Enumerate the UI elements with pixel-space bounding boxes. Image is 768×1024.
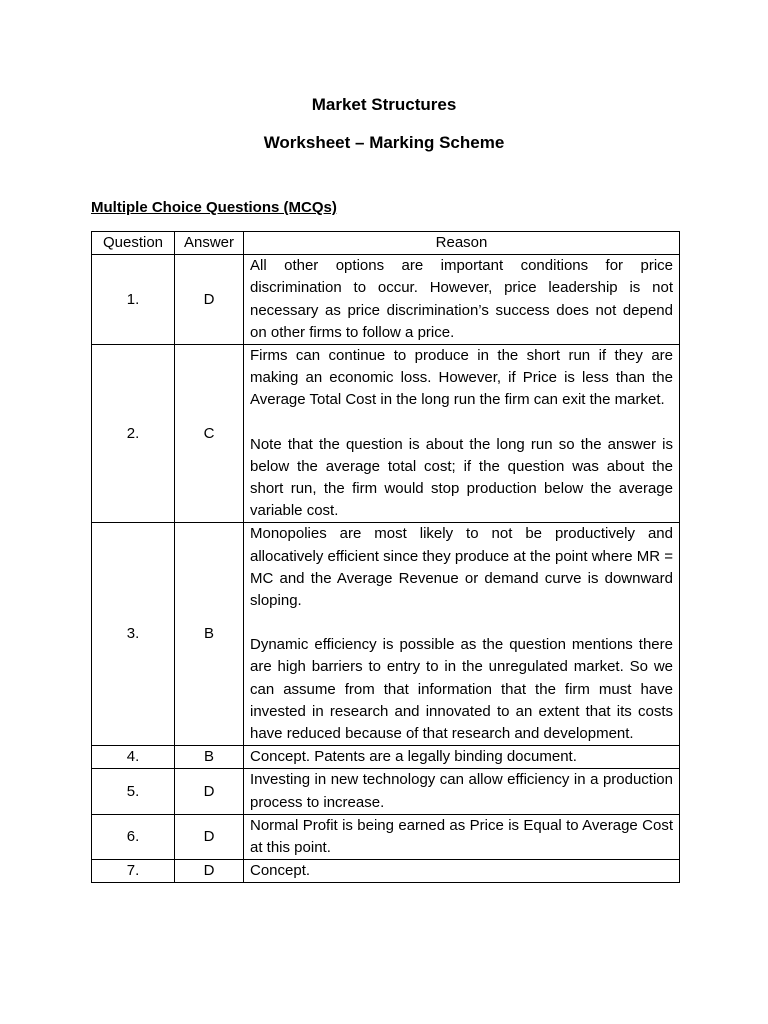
reason-paragraph: All other options are important conditions for price discrimination to occur. However, price leadership is not necessary as price discrimination’s success does not depend on other firms to follow a price. xyxy=(250,257,673,341)
table-row xyxy=(92,860,680,883)
header-question: Question xyxy=(92,232,175,255)
document-title: Market Structures xyxy=(311,95,457,114)
reason-paragraph: Dynamic efficiency is possible as the question mentions there are high barriers to entry to in the unregulated market. So we can assume from that information that the firm must have invested in research and innovated to an extent that its costs have reduced because of that research and development. xyxy=(250,636,673,743)
table-row xyxy=(92,345,680,523)
reason-paragraph: Concept. Patents are a legally binding document. xyxy=(250,748,577,766)
reason-paragraph: Note that the question is about the long run so the answer is below the average total cost; if the question was about the short run, the firm would stop production below the average variable cost. xyxy=(250,435,673,520)
section-heading: Multiple Choice Questions (MCQs) xyxy=(91,199,337,216)
question-number: 3. xyxy=(92,523,175,746)
header-reason: Reason xyxy=(244,232,680,255)
table-row xyxy=(92,769,680,814)
question-number: 5. xyxy=(92,769,175,814)
question-number: 2. xyxy=(92,345,175,523)
question-number: 4. xyxy=(92,746,175,769)
reason-cell xyxy=(244,523,680,746)
reason-paragraph: Firms can continue to produce in the short run if they are making an economic loss. However, if Price is less than the Average Total Cost in the long run the firm can exit the market. xyxy=(250,347,673,409)
reason-paragraph: Concept. xyxy=(250,862,311,880)
answer-letter: D xyxy=(175,255,244,345)
table-row xyxy=(92,523,680,746)
answer-letter: B xyxy=(175,746,244,769)
reason-cell xyxy=(244,345,680,523)
reason-cell xyxy=(244,746,680,769)
answer-letter: D xyxy=(175,769,244,814)
reason-cell xyxy=(244,814,680,859)
question-number: 7. xyxy=(92,860,175,883)
answer-letter: D xyxy=(175,814,244,859)
table-row xyxy=(92,814,680,859)
mcq-answer-table xyxy=(91,231,680,883)
table-row xyxy=(92,746,680,769)
reason-paragraph: Monopolies are most likely to not be productively and allocatively efficient since they produce at the point where MR = MC and the Average Revenue or demand curve is downward sloping. xyxy=(250,525,673,610)
reason-paragraph: Investing in new technology can allow efficiency in a production process to increase. xyxy=(250,771,673,811)
reason-cell xyxy=(244,860,680,883)
reason-cell xyxy=(244,769,680,814)
answer-letter: D xyxy=(175,860,244,883)
question-number: 1. xyxy=(92,255,175,345)
answer-letter: B xyxy=(175,523,244,746)
table-header-row xyxy=(92,232,680,255)
document-subtitle: Worksheet – Marking Scheme xyxy=(263,133,505,152)
table-row xyxy=(92,255,680,345)
reason-cell xyxy=(244,255,680,345)
question-number: 6. xyxy=(92,814,175,859)
header-answer: Answer xyxy=(175,232,244,255)
answer-letter: C xyxy=(175,345,244,523)
reason-paragraph: Normal Profit is being earned as Price is Equal to Average Cost at this point. xyxy=(250,816,673,857)
